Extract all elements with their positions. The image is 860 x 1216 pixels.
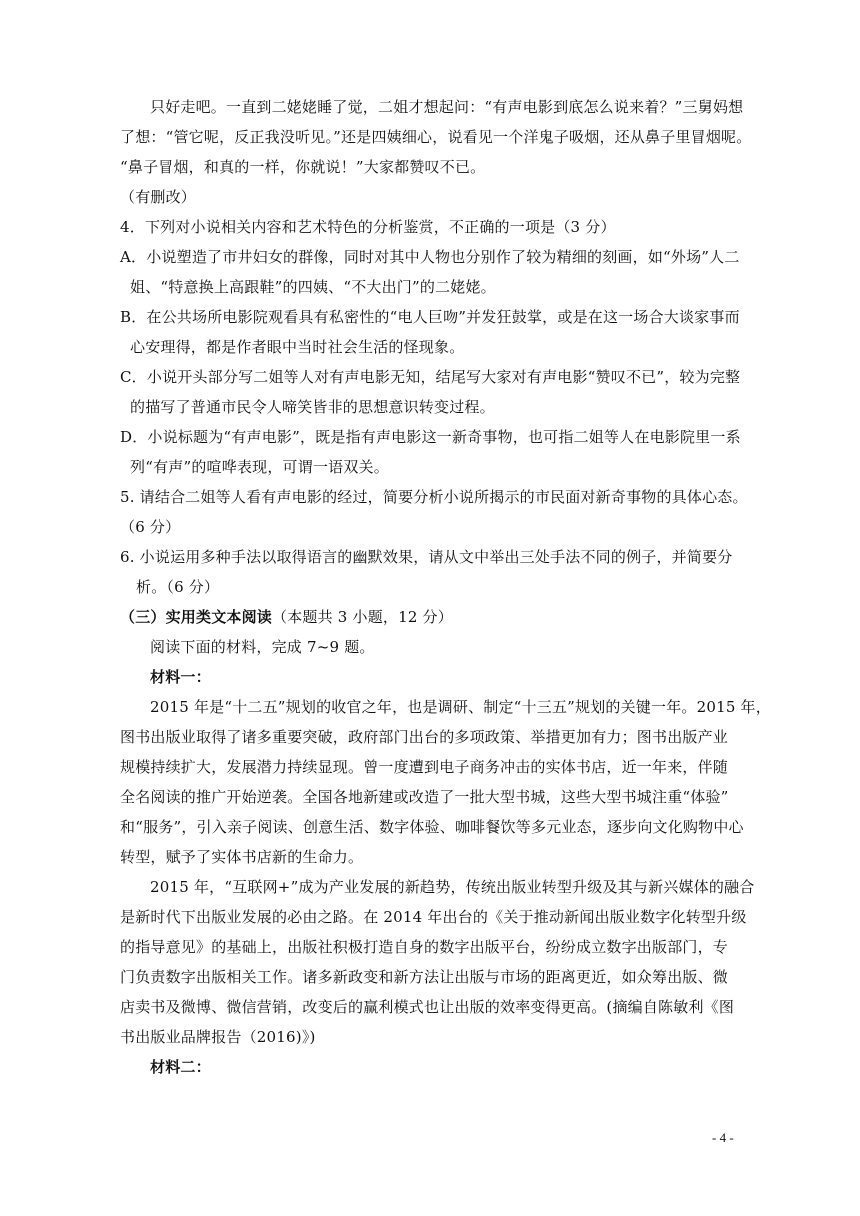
option-d-line-1: D．小说标题为“有声电影”，既是指有声电影这一新奇事物，也可指二姐等人在电影院里一系 [120,428,741,446]
material-2-label: 材料二： [150,1058,211,1076]
material-1-p1-line-4: 全名阅读的推广开始逆袭。全国各地新建或改造了一批大型书城，这些大型书城注重“体验” [120,788,729,806]
option-a-line-1: A．小说塑造了市井妇女的群像，同时对其中人物也分别作了较为精细的刻画，如“外场”人二 [120,248,740,266]
material-1-p1-line-5: 和“服务”，引入亲子阅读、创意生活、数字体验、咖啡餐饮等多元业态，逐步向文化购物中心 [120,818,744,836]
material-1-p2-line-3: 的指导意见》的基础上，出版社积极打造自身的数字出版平台，纷纷成立数字出版部门，专 [120,938,729,956]
section-3-instruction: 阅读下面的材料，完成 7~9 题。 [150,638,375,656]
option-c-line-1: C．小说开头部分写二姐等人对有声电影无知，结尾写大家对有声电影“赞叹不已”，较为完整 [120,368,741,386]
option-c-line-2: 的描写了普通市民令人啼笑皆非的思想意识转变过程。 [130,398,495,416]
page-number: - 4 - [712,1130,734,1145]
section-3-meta: （本题共 3 小题，12 分） [272,608,453,626]
section-3-heading [120,606,760,628]
material-1-p1-line-1: 2015 年是“十二五”规划的收官之年，也是调研、制定“十三五”规划的关键一年。2015 年， [150,698,771,716]
question-4-stem: 4．下列对小说相关内容和艺术特色的分析鉴赏，不正确的一项是（3 分） [120,218,616,236]
edit-note: （有删改） [120,188,197,206]
question-5-line-2: （6 分） [120,518,181,536]
option-a-line-2: 姐、“特意换上高跟鞋”的四姨、“不大出门”的二姥姥。 [130,278,496,296]
question-6-line-2: 析。（6 分） [136,578,220,596]
material-1-p1-line-2: 图书出版业取得了诸多重要突破，政府部门出台的多项政策、举措更加有力；图书出版产业 [120,728,729,746]
material-1-p2-line-4: 门负责数字出版相关工作。诸多新政变和新方法让出版与市场的距离更近，如众筹出版、微 [120,968,729,986]
material-1-p2-line-2: 是新时代下出版业发展的必由之路。在 2014 年出台的《关于推动新闻出版业数字化转型升级 [120,908,747,926]
material-1-label: 材料一： [150,668,211,686]
material-1-p2-line-1: 2015 年，“互联网+”成为产业发展的新趋势，传统出版业转型升级及其与新兴媒体的融合 [150,878,755,896]
material-1-p1-line-6: 转型，赋予了实体书店新的生命力。 [120,848,364,866]
option-b-line-2: 心安理得，都是作者眼中当时社会生活的怪现象。 [130,338,465,356]
question-6-line-1: 6. 小说运用多种手法以取得语言的幽默效果，请从文中举出三处手法不同的例子，并简要分 [120,548,733,566]
story-line-3: “鼻子冒烟，和真的一样，你就说！”大家都赞叹不已。 [120,158,486,176]
material-1-p1-line-3: 规模持续扩大，发展潜力持续显现。曾一度遭到电子商务冲击的实体书店，近一年来，伴随 [120,758,729,776]
option-b-line-1: B．在公共场所电影院观看具有私密性的“电人巨吻”并发狂鼓掌，或是在这一场合大谈家事而 [120,308,740,326]
material-1-p2-line-6: 书出版业品牌报告（2016)》) [120,1028,316,1046]
option-d-line-2: 列“有声”的喧哗表现，可谓一语双关。 [130,458,389,476]
material-1-p2-line-5: 店卖书及微博、微信营销，改变后的赢利模式也让出版的效率变得更高。(摘编自陈敏利《图 [120,998,735,1016]
question-5-line-1: 5. 请结合二姐等人看有声电影的经过，简要分析小说所揭示的市民面对新奇事物的具体心态。 [120,488,748,506]
section-3-title: （三）实用类文本阅读 [120,608,273,626]
story-line-1: 只好走吧。一直到二姥姥睡了觉，二姐才想起问：“有声电影到底怎么说来着？”三舅妈想 [150,98,744,116]
story-line-2: 了想：“管它呢，反正我没听见。”还是四姨细心，说看见一个洋鬼子吸烟，还从鼻子里冒烟呢。 [120,128,752,146]
